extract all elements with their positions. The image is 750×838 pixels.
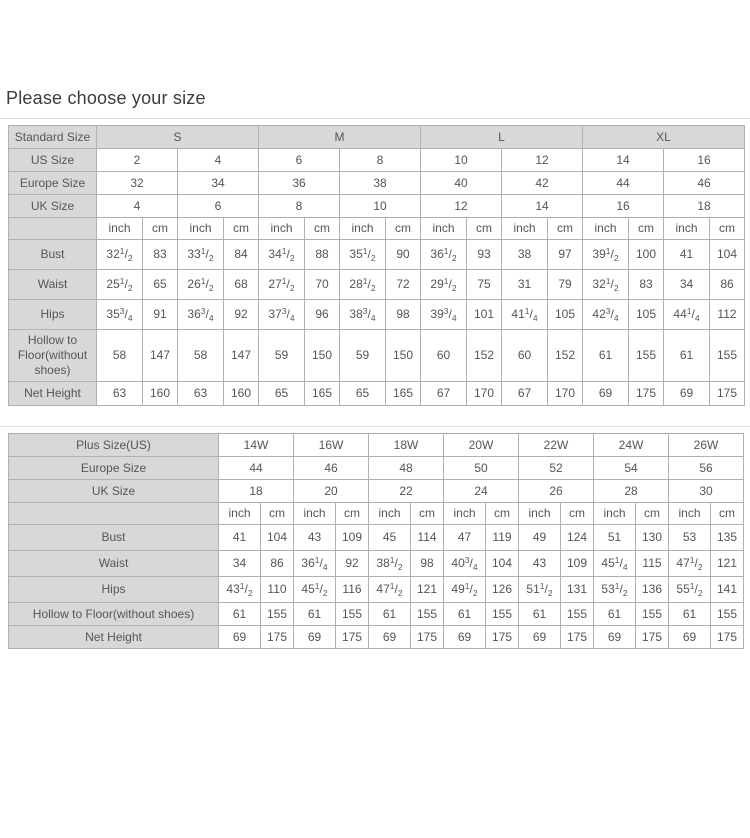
value-cell: 59 — [259, 330, 305, 382]
value-cell: 91 — [143, 300, 178, 330]
value-cell: $42^3/_4$ — [583, 300, 629, 330]
value-cell: 155 — [561, 603, 594, 626]
value-cell: 152 — [467, 330, 502, 382]
unit-cell: cm — [548, 218, 583, 240]
value-cell: 86 — [710, 270, 745, 300]
value-cell: 69 — [219, 626, 261, 649]
value-cell: 98 — [411, 551, 444, 577]
value-cell: 26W — [669, 434, 744, 457]
unit-cell: cm — [710, 218, 745, 240]
unit-cell: inch — [444, 503, 486, 525]
value-cell: $32^1/_2$ — [583, 270, 629, 300]
row-label: Bust — [9, 240, 97, 270]
value-cell: 31 — [502, 270, 548, 300]
value-cell: 155 — [336, 603, 369, 626]
row-label: Europe Size — [9, 457, 219, 480]
value-cell: 28 — [594, 480, 669, 503]
value-cell: 48 — [369, 457, 444, 480]
value-cell: 93 — [467, 240, 502, 270]
value-cell: 155 — [261, 603, 294, 626]
value-cell: 165 — [305, 382, 340, 406]
value-cell: 97 — [548, 240, 583, 270]
row-label: Standard Size — [9, 126, 97, 149]
unit-cell: cm — [629, 218, 664, 240]
value-cell: $47^1/_2$ — [369, 577, 411, 603]
value-cell: 170 — [467, 382, 502, 406]
value-cell: 61 — [219, 603, 261, 626]
value-cell: $27^1/_2$ — [259, 270, 305, 300]
value-cell: 10 — [421, 149, 502, 172]
unit-cell: cm — [486, 503, 519, 525]
value-cell: 65 — [143, 270, 178, 300]
value-cell: 170 — [548, 382, 583, 406]
value-cell: 54 — [594, 457, 669, 480]
value-cell: $53^1/_2$ — [594, 577, 636, 603]
table-row-hips — [9, 577, 744, 603]
row-label: UK Size — [9, 195, 97, 218]
value-cell: 70 — [305, 270, 340, 300]
value-cell: 10 — [340, 195, 421, 218]
value-cell: 100 — [629, 240, 664, 270]
value-cell: 36 — [259, 172, 340, 195]
value-cell: 50 — [444, 457, 519, 480]
standard-size-table — [8, 125, 745, 406]
table-row-uk-size — [9, 480, 744, 503]
value-cell: $33^1/_2$ — [178, 240, 224, 270]
value-cell: 175 — [710, 382, 745, 406]
unit-cell: inch — [583, 218, 629, 240]
value-cell: 18W — [369, 434, 444, 457]
value-cell: 104 — [710, 240, 745, 270]
value-cell: $41^1/_4$ — [502, 300, 548, 330]
value-cell: 69 — [369, 626, 411, 649]
value-cell: $38^3/_4$ — [340, 300, 386, 330]
size-group-cell: M — [259, 126, 421, 149]
value-cell: 155 — [710, 330, 745, 382]
value-cell: 69 — [294, 626, 336, 649]
value-cell: 84 — [224, 240, 259, 270]
value-cell: 119 — [486, 525, 519, 551]
value-cell: 67 — [421, 382, 467, 406]
value-cell: 18 — [664, 195, 745, 218]
table-row-hips — [9, 300, 745, 330]
table-row-waist — [9, 551, 744, 577]
value-cell: 101 — [467, 300, 502, 330]
value-cell: 75 — [467, 270, 502, 300]
value-cell: 175 — [711, 626, 744, 649]
value-cell: 105 — [629, 300, 664, 330]
value-cell: $36^1/_4$ — [294, 551, 336, 577]
size-group-cell: S — [97, 126, 259, 149]
value-cell: 86 — [261, 551, 294, 577]
row-label: UK Size — [9, 480, 219, 503]
value-cell: 47 — [444, 525, 486, 551]
value-cell: $38^1/_2$ — [369, 551, 411, 577]
value-cell: 24W — [594, 434, 669, 457]
value-cell: 61 — [664, 330, 710, 382]
value-cell: 2 — [97, 149, 178, 172]
value-cell: 14 — [583, 149, 664, 172]
value-cell: 63 — [97, 382, 143, 406]
value-cell: 69 — [669, 626, 711, 649]
value-cell: 92 — [224, 300, 259, 330]
value-cell: 147 — [224, 330, 259, 382]
table-row-bust — [9, 525, 744, 551]
value-cell: $26^1/_2$ — [178, 270, 224, 300]
value-cell: 38 — [340, 172, 421, 195]
value-cell: 175 — [629, 382, 664, 406]
value-cell: 165 — [386, 382, 421, 406]
value-cell: 115 — [636, 551, 669, 577]
value-cell: 42 — [502, 172, 583, 195]
value-cell: $40^3/_4$ — [444, 551, 486, 577]
value-cell: 160 — [224, 382, 259, 406]
value-cell: 18 — [219, 480, 294, 503]
value-cell: 16 — [583, 195, 664, 218]
value-cell: 61 — [294, 603, 336, 626]
value-cell: 90 — [386, 240, 421, 270]
value-cell: 175 — [411, 626, 444, 649]
value-cell: 43 — [294, 525, 336, 551]
unit-cell: cm — [561, 503, 594, 525]
value-cell: 32 — [97, 172, 178, 195]
row-label — [9, 503, 219, 525]
value-cell: 114 — [411, 525, 444, 551]
value-cell: $51^1/_2$ — [519, 577, 561, 603]
row-label: Net Height — [9, 382, 97, 406]
row-label: Europe Size — [9, 172, 97, 195]
value-cell: 6 — [178, 195, 259, 218]
unit-cell: cm — [411, 503, 444, 525]
value-cell: 83 — [143, 240, 178, 270]
value-cell: 104 — [486, 551, 519, 577]
size-group-cell: XL — [583, 126, 745, 149]
value-cell: 67 — [502, 382, 548, 406]
unit-cell: inch — [594, 503, 636, 525]
value-cell: 49 — [519, 525, 561, 551]
value-cell: $32^1/_2$ — [97, 240, 143, 270]
row-label: Net Height — [9, 626, 219, 649]
separator-line-middle — [0, 426, 750, 427]
value-cell: 121 — [711, 551, 744, 577]
unit-cell: inch — [97, 218, 143, 240]
value-cell: $43^1/_2$ — [219, 577, 261, 603]
table-row-waist — [9, 270, 745, 300]
value-cell: 155 — [411, 603, 444, 626]
value-cell: 61 — [669, 603, 711, 626]
value-cell: 83 — [629, 270, 664, 300]
value-cell: 131 — [561, 577, 594, 603]
value-cell: 63 — [178, 382, 224, 406]
value-cell: 22 — [369, 480, 444, 503]
value-cell: $36^3/_4$ — [178, 300, 224, 330]
value-cell: 38 — [502, 240, 548, 270]
value-cell: 41 — [219, 525, 261, 551]
unit-cell: inch — [664, 218, 710, 240]
value-cell: 155 — [486, 603, 519, 626]
unit-cell: cm — [143, 218, 178, 240]
table-row-us-size — [9, 149, 745, 172]
value-cell: 59 — [340, 330, 386, 382]
value-cell: 16W — [294, 434, 369, 457]
row-label: Hips — [9, 300, 97, 330]
unit-cell: cm — [305, 218, 340, 240]
value-cell: 135 — [711, 525, 744, 551]
value-cell: 46 — [664, 172, 745, 195]
value-cell: $45^1/_2$ — [294, 577, 336, 603]
value-cell: 24 — [444, 480, 519, 503]
value-cell: 69 — [583, 382, 629, 406]
value-cell: 152 — [548, 330, 583, 382]
unit-cell: cm — [336, 503, 369, 525]
value-cell: 12 — [421, 195, 502, 218]
table-row-hollow-to-floor-without-shoes — [9, 330, 745, 382]
value-cell: 51 — [594, 525, 636, 551]
value-cell: $47^1/_2$ — [669, 551, 711, 577]
value-cell: 46 — [294, 457, 369, 480]
value-cell: 43 — [519, 551, 561, 577]
separator-line-top — [0, 118, 750, 119]
table-row-europe-size — [9, 457, 744, 480]
value-cell: 58 — [97, 330, 143, 382]
size-group-cell: L — [421, 126, 583, 149]
value-cell: 8 — [340, 149, 421, 172]
value-cell: 175 — [636, 626, 669, 649]
value-cell: 6 — [259, 149, 340, 172]
row-label: Bust — [9, 525, 219, 551]
table-row-net-height — [9, 382, 745, 406]
value-cell: $28^1/_2$ — [340, 270, 386, 300]
value-cell: 61 — [444, 603, 486, 626]
value-cell: 20W — [444, 434, 519, 457]
value-cell: $35^1/_2$ — [340, 240, 386, 270]
value-cell: 88 — [305, 240, 340, 270]
value-cell: $29^1/_2$ — [421, 270, 467, 300]
value-cell: 69 — [664, 382, 710, 406]
unit-cell: inch — [519, 503, 561, 525]
value-cell: 53 — [669, 525, 711, 551]
value-cell: 175 — [561, 626, 594, 649]
unit-cell: inch — [421, 218, 467, 240]
unit-cell: cm — [711, 503, 744, 525]
value-cell: 52 — [519, 457, 594, 480]
value-cell: 136 — [636, 577, 669, 603]
value-cell: 147 — [143, 330, 178, 382]
unit-cell: inch — [259, 218, 305, 240]
value-cell: 121 — [411, 577, 444, 603]
value-cell: 175 — [486, 626, 519, 649]
value-cell: 14W — [219, 434, 294, 457]
value-cell: 96 — [305, 300, 340, 330]
value-cell: $36^1/_2$ — [421, 240, 467, 270]
value-cell: 98 — [386, 300, 421, 330]
unit-cell: inch — [178, 218, 224, 240]
value-cell: 150 — [386, 330, 421, 382]
unit-cell: cm — [386, 218, 421, 240]
table-row-hollow-to-floor-without-shoes — [9, 603, 744, 626]
value-cell: 109 — [336, 525, 369, 551]
row-label: Hollow to Floor(without shoes) — [9, 330, 97, 382]
row-label: Hollow to Floor(without shoes) — [9, 603, 219, 626]
value-cell: 8 — [259, 195, 340, 218]
value-cell: 60 — [502, 330, 548, 382]
value-cell: 20 — [294, 480, 369, 503]
value-cell: 69 — [594, 626, 636, 649]
value-cell: 4 — [178, 149, 259, 172]
unit-cell: cm — [261, 503, 294, 525]
value-cell: 40 — [421, 172, 502, 195]
value-cell: 4 — [97, 195, 178, 218]
value-cell: 61 — [594, 603, 636, 626]
value-cell: 92 — [336, 551, 369, 577]
value-cell: 160 — [143, 382, 178, 406]
row-label: Waist — [9, 551, 219, 577]
value-cell: $25^1/_2$ — [97, 270, 143, 300]
value-cell: 68 — [224, 270, 259, 300]
value-cell: 44 — [583, 172, 664, 195]
row-label — [9, 218, 97, 240]
value-cell: 41 — [664, 240, 710, 270]
row-label: Hips — [9, 577, 219, 603]
value-cell: 65 — [340, 382, 386, 406]
unit-cell: inch — [294, 503, 336, 525]
value-cell: 116 — [336, 577, 369, 603]
value-cell: $44^1/_4$ — [664, 300, 710, 330]
table-row-bust — [9, 240, 745, 270]
value-cell: 155 — [636, 603, 669, 626]
value-cell: 110 — [261, 577, 294, 603]
table-row-europe-size — [9, 172, 745, 195]
value-cell: $37^3/_4$ — [259, 300, 305, 330]
table-row-standard-size — [9, 126, 745, 149]
value-cell: 61 — [519, 603, 561, 626]
value-cell: 16 — [664, 149, 745, 172]
unit-cell: inch — [369, 503, 411, 525]
value-cell: 61 — [369, 603, 411, 626]
size-chart-page — [0, 88, 750, 838]
value-cell: 72 — [386, 270, 421, 300]
value-cell: 22W — [519, 434, 594, 457]
unit-cell: cm — [224, 218, 259, 240]
value-cell: $39^1/_2$ — [583, 240, 629, 270]
value-cell: 109 — [561, 551, 594, 577]
unit-cell: cm — [636, 503, 669, 525]
table-row-units — [9, 218, 745, 240]
value-cell: 130 — [636, 525, 669, 551]
value-cell: 60 — [421, 330, 467, 382]
value-cell: 56 — [669, 457, 744, 480]
unit-cell: cm — [467, 218, 502, 240]
row-label: Waist — [9, 270, 97, 300]
value-cell: 65 — [259, 382, 305, 406]
unit-cell: inch — [502, 218, 548, 240]
value-cell: 34 — [219, 551, 261, 577]
value-cell: 150 — [305, 330, 340, 382]
value-cell: 61 — [583, 330, 629, 382]
value-cell: $55^1/_2$ — [669, 577, 711, 603]
value-cell: 79 — [548, 270, 583, 300]
value-cell: 44 — [219, 457, 294, 480]
value-cell: 69 — [519, 626, 561, 649]
unit-cell: inch — [219, 503, 261, 525]
value-cell: 12 — [502, 149, 583, 172]
value-cell: 26 — [519, 480, 594, 503]
value-cell: 112 — [710, 300, 745, 330]
value-cell: $35^3/_4$ — [97, 300, 143, 330]
value-cell: 104 — [261, 525, 294, 551]
unit-cell: inch — [340, 218, 386, 240]
value-cell: 58 — [178, 330, 224, 382]
page-title: Please choose your size — [6, 88, 206, 108]
value-cell: 34 — [178, 172, 259, 195]
value-cell: $49^1/_2$ — [444, 577, 486, 603]
table-row-units — [9, 503, 744, 525]
value-cell: $39^3/_4$ — [421, 300, 467, 330]
table-row-plus-size-us — [9, 434, 744, 457]
value-cell: 155 — [711, 603, 744, 626]
value-cell: 30 — [669, 480, 744, 503]
row-label: Plus Size(US) — [9, 434, 219, 457]
value-cell: 126 — [486, 577, 519, 603]
unit-cell: inch — [669, 503, 711, 525]
plus-size-table — [8, 433, 744, 649]
value-cell: 105 — [548, 300, 583, 330]
value-cell: 69 — [444, 626, 486, 649]
value-cell: 124 — [561, 525, 594, 551]
value-cell: $34^1/_2$ — [259, 240, 305, 270]
value-cell: 155 — [629, 330, 664, 382]
value-cell: $45^1/_4$ — [594, 551, 636, 577]
value-cell: 34 — [664, 270, 710, 300]
value-cell: 175 — [336, 626, 369, 649]
value-cell: 14 — [502, 195, 583, 218]
value-cell: 141 — [711, 577, 744, 603]
table-row-net-height — [9, 626, 744, 649]
row-label: US Size — [9, 149, 97, 172]
value-cell: 175 — [261, 626, 294, 649]
value-cell: 45 — [369, 525, 411, 551]
table-row-uk-size — [9, 195, 745, 218]
